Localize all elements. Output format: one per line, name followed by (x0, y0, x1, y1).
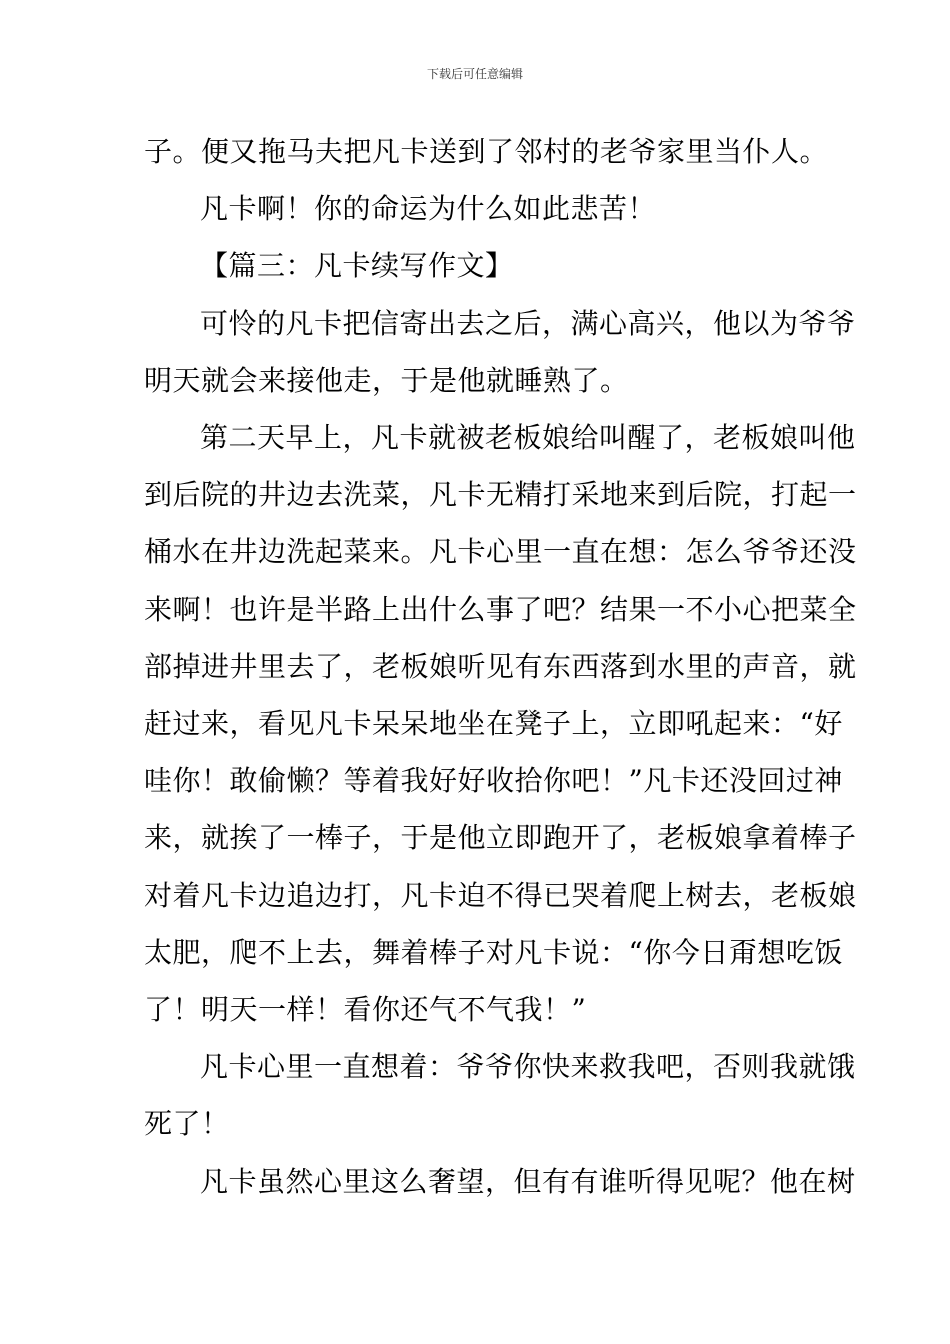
text-line: 到后院的井边去洗菜，凡卡无精打采地来到后院，打起一 (144, 478, 857, 511)
text-line: 了！明天一样！看你还气不气我！” (144, 993, 587, 1026)
text-line: 哇你！敢偷懒？等着我好好收拾你吧！”凡卡还没回过神 (144, 764, 843, 797)
text-line: 第二天早上，凡卡就被老板娘给叫醒了，老板娘叫他 (200, 421, 856, 454)
page-header: 下载后可任意编辑 (426, 67, 523, 81)
text-line: 对着凡卡边追边打，凡卡迫不得已哭着爬上树去，老板娘 (144, 879, 857, 912)
section-heading: 【篇三：凡卡续写作文】 (200, 249, 514, 282)
text-line: 明天就会来接他走，于是他就睡熟了。 (144, 364, 629, 397)
text-line: 凡卡虽然心里这么奢望，但有有谁听得见呢？他在树 (200, 1165, 856, 1198)
text-line: 子。便又拖马夫把凡卡送到了邻村的老爷家里当仆人。 (144, 135, 829, 168)
text-line: 部掉进井里去了，老板娘听见有东西落到水里的声音，就 (144, 650, 857, 683)
text-line: 可怜的凡卡把信寄出去之后，满心高兴，他以为爷爷 (200, 307, 856, 340)
text-line: 太肥，爬不上去，舞着棒子对凡卡说：“你今日甭想吃饭 (144, 936, 843, 969)
text-line: 来啊！也许是半路上出什么事了吧？结果一不小心把菜全 (144, 593, 857, 626)
text-line: 凡卡啊！你的命运为什么如此悲苦！ (200, 192, 657, 225)
text-line: 凡卡心里一直想着：爷爷你快来救我吧，否则我就饿 (200, 1050, 856, 1083)
text-line: 来，就挨了一棒子，于是他立即跑开了，老板娘拿着棒子 (144, 821, 857, 854)
text-line: 死了！ (144, 1107, 230, 1140)
text-line: 赶过来，看见凡卡呆呆地坐在凳子上，立即吼起来：“好 (144, 707, 843, 740)
text-line: 桶水在井边洗起菜来。凡卡心里一直在想：怎么爷爷还没 (144, 535, 857, 568)
